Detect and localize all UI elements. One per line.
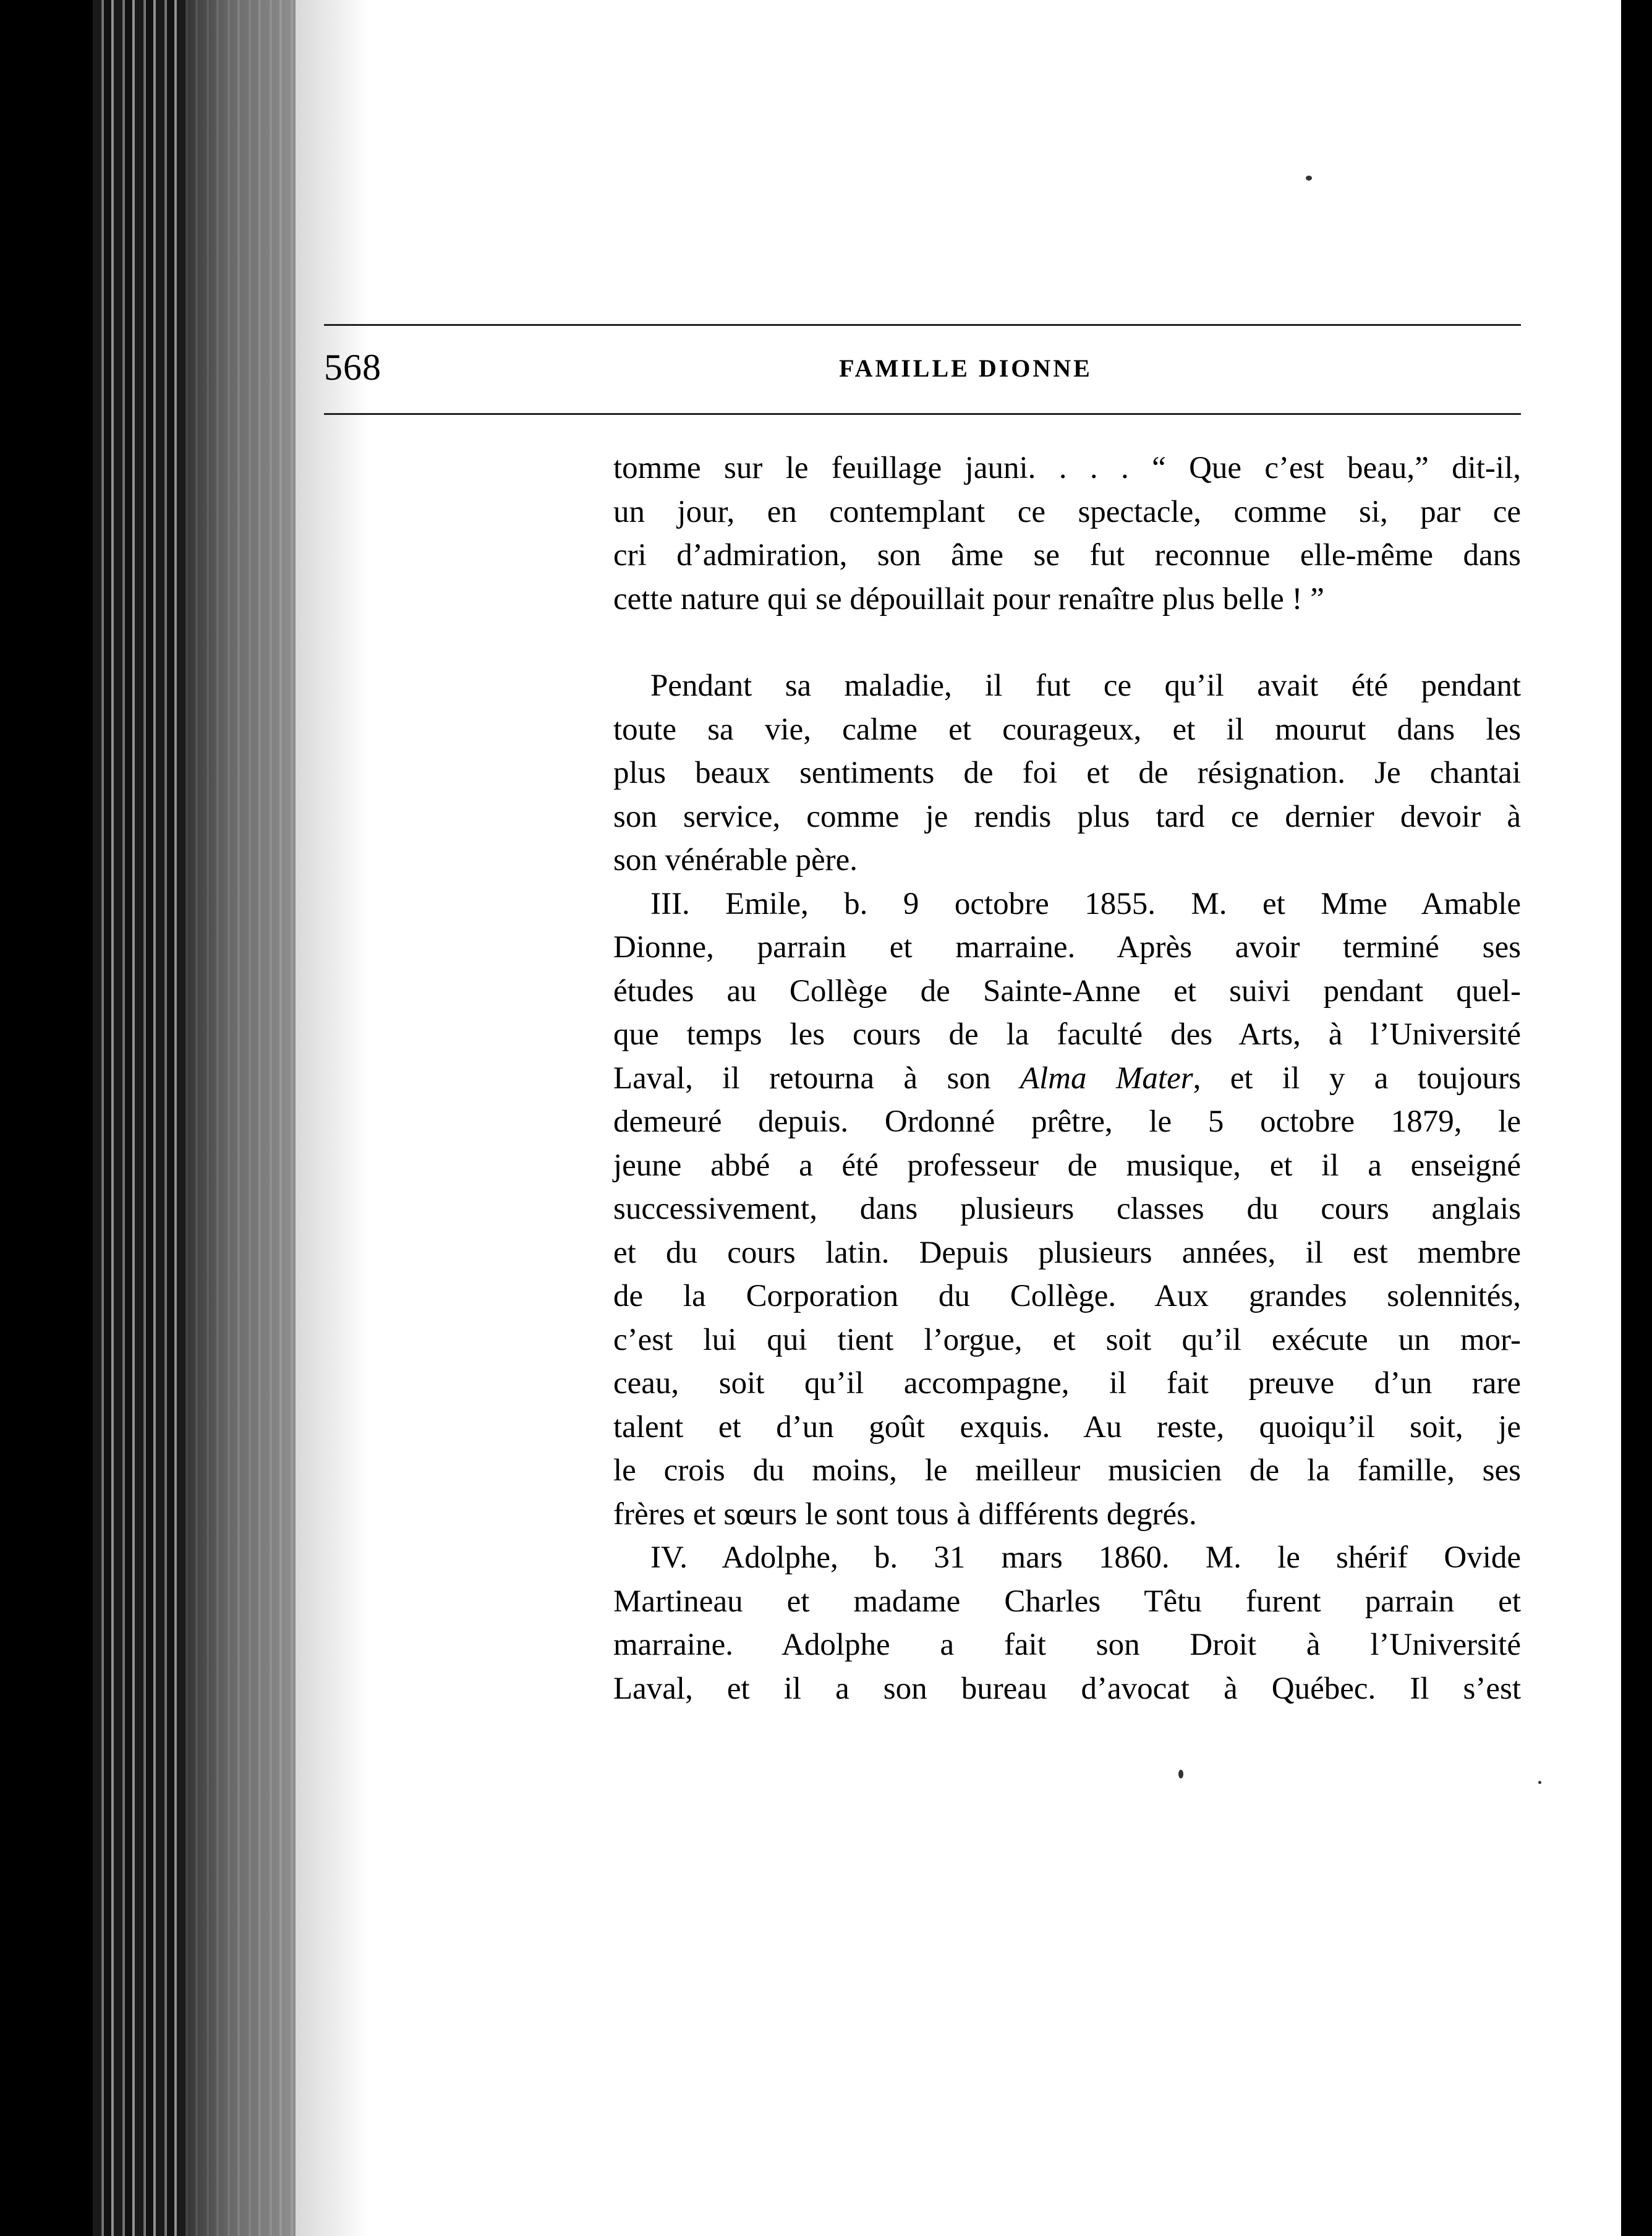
- text-line: III. Emile, b. 9 octobre 1855. M. et Mme Amable: [650, 886, 1521, 921]
- text-line: de la Corporation du Collège. Aux grandes solennités,: [613, 1279, 1521, 1313]
- text-line: toute sa vie, calme et courageux, et il mourut dans les: [613, 712, 1521, 747]
- text-line: cri d’admiration, son âme se fut reconnue elle-même dans: [613, 538, 1521, 573]
- text-line: que temps les cours de la faculté des Arts, à l’Université: [613, 1017, 1521, 1052]
- paragraph-adolphe: [613, 1536, 1521, 1710]
- text-line: Laval, et il a son bureau d’avocat à Québec. Il s’est: [613, 1671, 1521, 1706]
- text-run: Laval, il retourna à son: [613, 1060, 1020, 1096]
- text-line: un jour, en contemplant ce spectacle, comme si, par ce: [613, 494, 1521, 529]
- right-margin-border: [1621, 0, 1652, 2236]
- text-line: marraine. Adolphe a fait son Droit à l’Université: [613, 1628, 1521, 1662]
- text-line: le crois du moins, le meilleur musicien de la famille, ses: [613, 1453, 1521, 1488]
- running-head: [324, 346, 1521, 396]
- paragraph-emile: [613, 882, 1521, 1537]
- text-line: tomme sur le feuillage jauni. . . . “ Que c’est beau,” dit-il,: [613, 451, 1521, 485]
- text-run: , et il y a toujours: [1193, 1060, 1522, 1096]
- book-edge-shadow: [185, 0, 303, 2236]
- text-line: Martineau et madame Charles Têtu furent parrain et: [613, 1584, 1521, 1619]
- page-number: 568: [324, 347, 381, 388]
- text-line: demeuré depuis. Ordonné prêtre, le 5 octobre 1879, le: [613, 1104, 1521, 1139]
- paragraph-illness: [613, 664, 1521, 882]
- scan-speck: [1178, 1770, 1183, 1778]
- italic-phrase: Alma Mater: [1020, 1060, 1193, 1096]
- text-line: IV. Adolphe, b. 31 mars 1860. M. le shérif Ovide: [650, 1540, 1521, 1575]
- text-line: et du cours latin. Depuis plusieurs années, il est membre: [613, 1235, 1521, 1270]
- text-line: études au Collège de Sainte-Anne et suivi pendant quel-: [613, 973, 1521, 1009]
- text-line: c’est lui qui tient l’orgue, et soit qu’il exécute un mor-: [613, 1322, 1521, 1357]
- text-line: cette nature qui se dépouillait pour renaître plus belle ! ”: [613, 581, 1324, 617]
- header-top-rule: [324, 324, 1521, 326]
- scan-speck: [1538, 1781, 1541, 1784]
- text-line: successivement, dans plusieurs classes du cours anglais: [613, 1192, 1521, 1226]
- text-line: son vénérable père.: [613, 843, 858, 877]
- text-line: jeune abbé a été professeur de musique, et il a enseigné: [613, 1148, 1521, 1183]
- text-line: son service, comme je rendis plus tard ce dernier devoir à: [613, 799, 1521, 834]
- text-line: plus beaux sentiments de foi et de résignation. Je chantai: [613, 756, 1521, 790]
- text-line: frères et sœurs le sont tous à différents degrés.: [613, 1496, 1197, 1532]
- text-line: ceau, soit qu’il accompagne, il fait preuve d’un rare: [613, 1366, 1521, 1401]
- scan-speck: [1306, 176, 1312, 181]
- header-bottom-rule: [324, 413, 1521, 415]
- text-line: talent et d’un goût exquis. Au reste, quoiqu’il soit, je: [613, 1409, 1521, 1444]
- text-line-with-italic: [613, 1057, 1521, 1101]
- text-line: Dionne, parrain et marraine. Après avoir terminé ses: [613, 930, 1521, 965]
- running-title: FAMILLE DIONNE: [839, 354, 1092, 382]
- text-line: Pendant sa maladie, il fut ce qu’il avait été pendant: [650, 668, 1521, 703]
- body-text: [613, 446, 1521, 1710]
- paragraph-continuation: [613, 446, 1521, 621]
